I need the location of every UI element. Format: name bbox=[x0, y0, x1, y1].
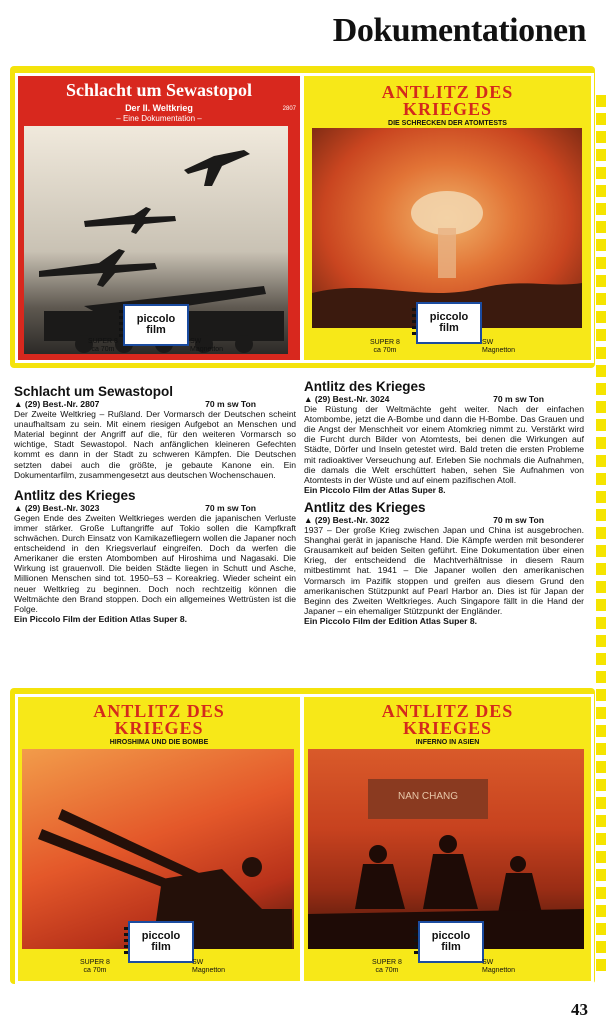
cover-title-1: ANTLITZ DES bbox=[93, 701, 225, 721]
article-title: Schlacht um Sewastopol bbox=[14, 384, 174, 399]
article-code-row bbox=[304, 394, 584, 404]
article-sewastopol bbox=[14, 384, 296, 480]
article-body: Gegen Ende des Zweiten Weltkrieges werden die japanischen Verluste immer stärker. Große Luftangriffe auf Tokio sollen die Kampfkraft schwächen. Durch Einsatz von Kamikazefliegern wollen die Japaner noch entscheidend in den Kriegsverlauf eingreifen. Doch da werfen die Amerikaner die ersten Atombomben auf Hiroshima und Nagasaki. Die Wirkung ist grauenvoll. Die beiden Städte liegen in Schutt und Asche, Millionen Menschen sind tot. 1950–53 – Koreakrieg. Wieder scheint ein neuer Weltkrieg zu beginnen. Doch noch rechtzeitig können die Weltmächte den Brand stoppen. Doch ein allgemeines Wettrüsten ist die Folge. bbox=[14, 512, 296, 614]
cover-subtitle: HIROSHIMA UND DIE BOMBE bbox=[109, 739, 209, 746]
format-left-1: SUPER 8 bbox=[372, 959, 402, 966]
format-right-2: Magnetton bbox=[482, 347, 516, 354]
article-title: Antlitz des Krieges bbox=[14, 487, 136, 503]
format-left bbox=[372, 959, 402, 975]
left-text-column bbox=[14, 384, 296, 624]
article-order-number: ▲ (29) Best.-Nr. 2807 bbox=[14, 399, 100, 409]
soldiers-battle-photo bbox=[308, 749, 584, 949]
format-right bbox=[482, 959, 515, 975]
format-right-2: Magnetton bbox=[192, 967, 226, 974]
format-right bbox=[192, 959, 225, 975]
cover-title-2: KRIEGES bbox=[402, 718, 493, 738]
film-edge-icon bbox=[414, 927, 418, 955]
article-spec: 70 m sw Ton bbox=[493, 514, 544, 525]
cover-title-2: KRIEGES bbox=[114, 718, 204, 738]
page-title: Dokumentationen bbox=[332, 12, 586, 49]
article-order-number: ▲ (29) Best.-Nr. 3024 bbox=[304, 394, 390, 404]
format-right-1: SW bbox=[190, 338, 202, 345]
city-gate-sign bbox=[368, 779, 488, 819]
piccolo-film-logo bbox=[123, 304, 189, 346]
article-code-row bbox=[14, 503, 296, 513]
sign-text: NAN CHANG bbox=[397, 791, 458, 802]
logo-line-1: piccolo bbox=[431, 930, 471, 942]
cover-hiroshima[interactable] bbox=[15, 694, 303, 984]
article-credit: Ein Piccolo Film der Edition Atlas Super 8. bbox=[304, 615, 478, 626]
format-left-1: SUPER 8 bbox=[88, 338, 118, 345]
anti-aircraft-gun-photo bbox=[22, 749, 294, 949]
cover-number: 2807 bbox=[282, 106, 296, 112]
format-right bbox=[482, 339, 515, 355]
article-code-row bbox=[304, 515, 584, 525]
atomic-test-photo bbox=[312, 128, 582, 328]
article-asien bbox=[304, 500, 584, 626]
article-order-number: ▲ (29) Best.-Nr. 3022 bbox=[304, 514, 390, 525]
logo-line-2: film bbox=[146, 324, 166, 336]
cover-title-1: ANTLITZ DES bbox=[381, 82, 514, 102]
format-left-2: ca 70m bbox=[83, 967, 107, 974]
film-edge-icon bbox=[119, 310, 123, 338]
article-order-number: ▲ (29) Best.-Nr. 3023 bbox=[14, 502, 100, 513]
format-right-1: SW bbox=[192, 959, 204, 966]
logo-line-2: film bbox=[151, 941, 171, 953]
mushroom-cloud-photo bbox=[312, 128, 582, 328]
format-right bbox=[190, 338, 223, 354]
format-left bbox=[88, 338, 118, 354]
logo-line-1: piccolo bbox=[429, 311, 469, 323]
format-left bbox=[370, 339, 400, 355]
article-body: Die Rüstung der Weltmächte geht weiter. Nach der einfachen Atombombe, jetzt die A-Bombe und dann die H-Bombe. Das Grauen und die Angst der Menschheit vor einem Atomkrieg nimmt zu. Verstärkt wird die Furcht durch Bilder von Atomtests, bei denen die Wirkungen auf Städte, Dörfer und Inseln getestet wird. Bald treten die ersten Probleme mit radioaktiver Verseuchung auf. Erleben Sie nochmals die Aufnahmen, die damals die Welt erschüttert haben, sehen Sie Aufnahmen von Atomtests in der Wüste und auf einem pazifischen Atoll. bbox=[304, 404, 584, 485]
logo-line-1: piccolo bbox=[136, 313, 176, 325]
logo-line-2: film bbox=[439, 322, 459, 334]
article-spec: 70 m sw Ton bbox=[205, 399, 256, 409]
format-right-2: Magnetton bbox=[482, 967, 516, 974]
logo-line-1: piccolo bbox=[141, 930, 181, 942]
right-text-column bbox=[304, 379, 584, 626]
cover-title-2: KRIEGES bbox=[402, 99, 493, 119]
film-edge-icon bbox=[124, 927, 128, 955]
article-body: 1937 – Der große Krieg zwischen Japan und China ist ausgebrochen. Shanghai gerät in japanische Hand. Die Kämpfe werden mit besonderer Grausamkeit auf beiden Seiten geführt. Eine Dokumentation über einen Krieg, der entscheidend die Machtverhältnisse in diesem Raum mitbestimmt hat. 1941 – Die Japaner wollen den amerikanischen Vormarsch im Pazifik stoppen und greifen aus diesem Grund den amerikanischen Stützpunkt auf Pearl Harbor an. Dies ist für Japan der Beginn des Zweiten Weltkrieges. Auch Singapore fällt in die Hand der Japaner – ein ehemaliger Stützpunkt der Engländer. bbox=[304, 525, 584, 616]
cover-subtitle: INFERNO IN ASIEN bbox=[415, 739, 480, 746]
article-title: Antlitz des Krieges bbox=[304, 379, 426, 394]
format-left-1: SUPER 8 bbox=[370, 339, 400, 346]
film-edge-icon bbox=[412, 308, 416, 336]
article-credit: Ein Piccolo Film der Edition Atlas Super 8. bbox=[14, 613, 188, 624]
article-hiroshima bbox=[14, 488, 296, 624]
cover-title-1: ANTLITZ DES bbox=[381, 701, 514, 721]
format-left-2: ca 70m bbox=[375, 967, 399, 974]
cover-subtitle: DIE SCHRECKEN DER ATOMTESTS bbox=[388, 120, 507, 127]
format-right-2: Magnetton bbox=[190, 346, 224, 353]
cover-sewastopol[interactable] bbox=[15, 73, 303, 363]
article-title: Antlitz des Krieges bbox=[304, 499, 426, 515]
page-number: 43 bbox=[571, 1000, 588, 1019]
format-left-1: SUPER 8 bbox=[80, 959, 110, 966]
article-atomtests bbox=[304, 379, 584, 495]
cover-asien[interactable] bbox=[301, 694, 594, 984]
format-left bbox=[80, 959, 110, 975]
cover-subtitle: Der II. Weltkrieg bbox=[125, 103, 193, 113]
gun-silhouette-photo bbox=[22, 749, 294, 949]
article-spec: 70 m sw Ton bbox=[493, 394, 544, 404]
logo-line-2: film bbox=[441, 941, 461, 953]
cover-tagline: – Eine Dokumentation – bbox=[116, 114, 202, 123]
piccolo-film-logo bbox=[418, 921, 484, 963]
format-left-2: ca 70m bbox=[91, 346, 115, 353]
article-body: Der Zweite Weltkrieg – Rußland. Der Vormarsch der Deutschen scheint unaufhaltsam zu sein. Mit einem riesigen Aufgebot an Menschen und Material beginnt der Angriff auf die, für den weiteren Vormarsch so wichtige, Stadt Sewastopol. Nach anfänglichen kleineren Gefechten kommt es dann in der Stadt zu schweren Kämpfen. Die Deutschen setzten dabei auch die größte, je gebaute Kanone ein. Ein Dokumentarfilm, zusammengesetzt aus deutschen Wochenschauen. bbox=[14, 409, 296, 480]
article-credit: Ein Piccolo Film der Atlas Super 8. bbox=[304, 484, 446, 495]
article-code-row bbox=[14, 399, 296, 409]
format-right-1: SW bbox=[482, 959, 494, 966]
piccolo-film-logo bbox=[128, 921, 194, 963]
cover-title: Schlacht um Sewastopol bbox=[65, 80, 253, 100]
cover-atomtests[interactable] bbox=[301, 73, 594, 363]
format-left-2: ca 70m bbox=[373, 347, 397, 354]
piccolo-film-logo bbox=[416, 302, 482, 344]
article-spec: 70 m sw Ton bbox=[205, 502, 256, 513]
film-perforation-strip bbox=[596, 95, 606, 975]
format-right-1: SW bbox=[482, 339, 494, 346]
